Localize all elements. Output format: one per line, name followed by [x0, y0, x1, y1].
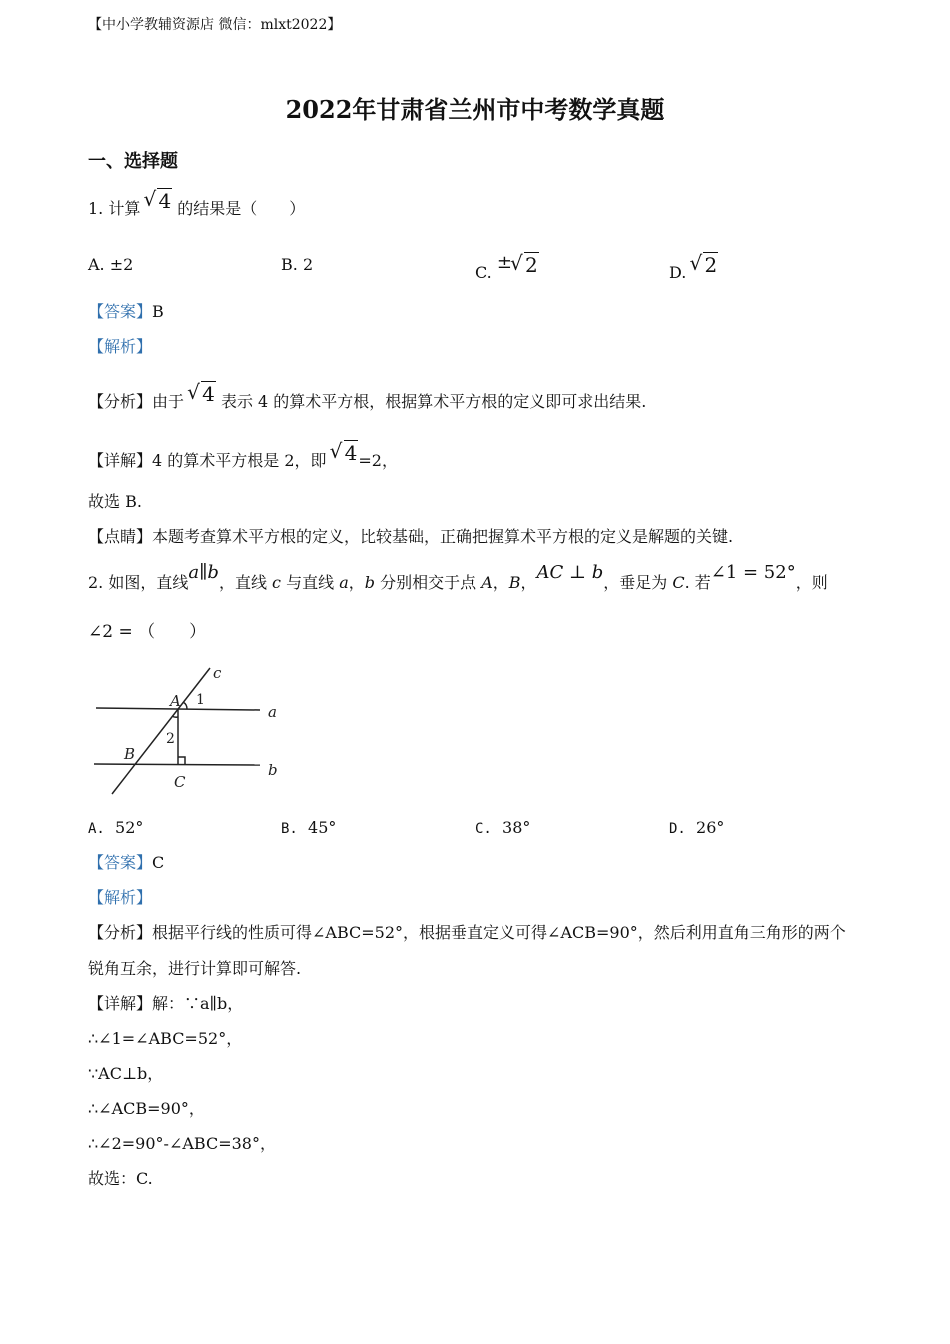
angle-expression: ∠1 = 52°: [710, 562, 796, 583]
option-label: B.: [281, 255, 303, 274]
answer-value: B: [152, 302, 164, 321]
q1-option-d: [669, 254, 718, 284]
label-angle-2: 2: [166, 731, 175, 747]
point-B: B: [508, 573, 521, 592]
point-A: A: [481, 573, 493, 592]
option-value: 26°: [696, 818, 725, 837]
detail-tag: 【详解】: [88, 994, 153, 1013]
page-title: 2022年甘肃省兰州市中考数学真题: [285, 95, 665, 124]
radicand: 2: [704, 253, 718, 277]
stem-text: ，: [492, 573, 509, 592]
q1-suffix: 的结果是（ ）: [177, 199, 306, 218]
sqrt-expression: [145, 190, 172, 212]
answer-tag: 【答案】: [88, 302, 153, 321]
q2-stem-line2: ∠2 = （ ）: [88, 622, 207, 642]
q1-jiexi-tag: 【解析】: [88, 337, 153, 356]
var-c: c: [272, 573, 281, 592]
option-label: D.: [669, 821, 686, 837]
option-value: ±2: [109, 255, 134, 274]
q2-step-2: ∵AC⊥b，: [88, 1064, 164, 1083]
option-label: B.: [281, 821, 298, 837]
stem-text: ，: [520, 573, 537, 592]
q2-detail: [88, 993, 243, 1015]
q1-answer: [88, 301, 164, 323]
option-label: C.: [475, 821, 492, 837]
q1-analysis: [88, 383, 646, 413]
detail-text: 4 的算术平方根是 2，即: [152, 451, 327, 470]
geometry-figure: [88, 662, 298, 800]
analysis-tag: 【分析】: [88, 923, 153, 942]
line-c: [112, 668, 210, 794]
detail-text: 解：∵a∥b，: [152, 994, 244, 1013]
option-label: D.: [669, 263, 692, 282]
parallel-expression: a∥b: [188, 562, 219, 583]
perpendicular-expression: AC ⊥ b: [536, 562, 604, 583]
stem-text: ，直线: [218, 573, 273, 592]
answer-tag: 【答案】: [88, 853, 153, 872]
q2-step-1: ∴∠1=∠ABC=52°，: [88, 1029, 243, 1048]
answer-value: C: [152, 853, 165, 872]
label-a: a: [268, 703, 277, 721]
stem-text: ，: [348, 573, 365, 592]
stem-text: 与直线: [281, 573, 340, 592]
q1-option-c: [475, 254, 539, 284]
q2-option-a: [88, 817, 143, 840]
q1-conclusion: 故选 B.: [88, 492, 142, 511]
label-C: C: [174, 773, 186, 791]
q2-analysis-line2: 锐角互余，进行计算即可解答.: [88, 959, 302, 978]
point-C: C: [672, 573, 685, 592]
label-A: A: [170, 692, 181, 710]
var-b: b: [364, 573, 375, 592]
q2-step-3: ∴∠ACB=90°，: [88, 1099, 205, 1118]
stem-text: 2. 如图，直线: [88, 573, 189, 592]
radicand: 2: [524, 253, 538, 277]
analysis-tag: 【分析】: [88, 392, 153, 411]
q1-option-b: [281, 254, 313, 276]
q1-prefix: 1. 计算: [88, 199, 141, 218]
option-value: 52°: [115, 818, 144, 837]
label-B: B: [124, 745, 136, 763]
point-text: 本题考查算术平方根的定义，比较基础，正确把握算术平方根的定义是解题的关键.: [152, 527, 734, 546]
option-label: A.: [88, 821, 105, 837]
q2-analysis-line1: [88, 922, 846, 944]
radicand: 4: [344, 441, 358, 465]
q1-point: [88, 526, 733, 548]
line-b: [94, 764, 260, 765]
detail-tag: 【详解】: [88, 451, 153, 470]
q2-option-b: [281, 817, 336, 840]
q1-detail: [88, 442, 398, 472]
analysis-text: 表示 4 的算术平方根，根据算术平方根的定义即可求出结果.: [220, 392, 647, 411]
q2-stem: [88, 562, 828, 594]
angle-2-arc: [172, 716, 178, 717]
angle-1-arc: [183, 702, 187, 709]
option-value: 38°: [502, 818, 531, 837]
header-note: 【中小学教辅资源店 微信：mlxt2022】: [88, 17, 342, 33]
label-b: b: [268, 761, 278, 779]
option-value: 2: [302, 255, 314, 274]
stem-text: ，垂足为: [603, 573, 673, 592]
analysis-text: 根据平行线的性质可得∠ABC=52°，根据垂直定义可得∠ACB=90°，然后利用直角三角形的两个: [152, 923, 846, 942]
q2-option-d: [669, 817, 724, 840]
detail-text: =2，: [358, 451, 398, 470]
radicand: 4: [158, 189, 172, 213]
plus-minus: ±: [496, 252, 512, 273]
sqrt-expression: [512, 254, 539, 276]
stem-text: 分别相交于点: [375, 573, 482, 592]
label-angle-1: 1: [196, 692, 205, 708]
var-a: a: [339, 573, 349, 592]
sqrt-expression: [189, 383, 216, 405]
label-c: c: [213, 664, 222, 682]
q1-option-a: [88, 254, 133, 276]
option-label: C.: [475, 263, 497, 282]
sqrt-expression: [691, 254, 718, 276]
q1-stem: [88, 190, 305, 220]
stem-text: ，则: [795, 573, 828, 592]
q2-option-c: [475, 817, 530, 840]
point-tag: 【点睛】: [88, 527, 153, 546]
analysis-text: 由于: [152, 392, 185, 411]
stem-text: . 若: [684, 573, 711, 592]
radicand: 4: [202, 382, 215, 406]
sqrt-expression: [332, 442, 359, 464]
q2-step-4: ∴∠2=90°-∠ABC=38°，: [88, 1134, 276, 1153]
option-value: 45°: [308, 818, 337, 837]
section-heading: 一、选择题: [88, 151, 178, 172]
q2-conclusion: 故选：C.: [88, 1169, 153, 1188]
option-label: A.: [88, 255, 110, 274]
q2-answer: [88, 852, 164, 874]
q2-jiexi-tag: 【解析】: [88, 888, 153, 907]
